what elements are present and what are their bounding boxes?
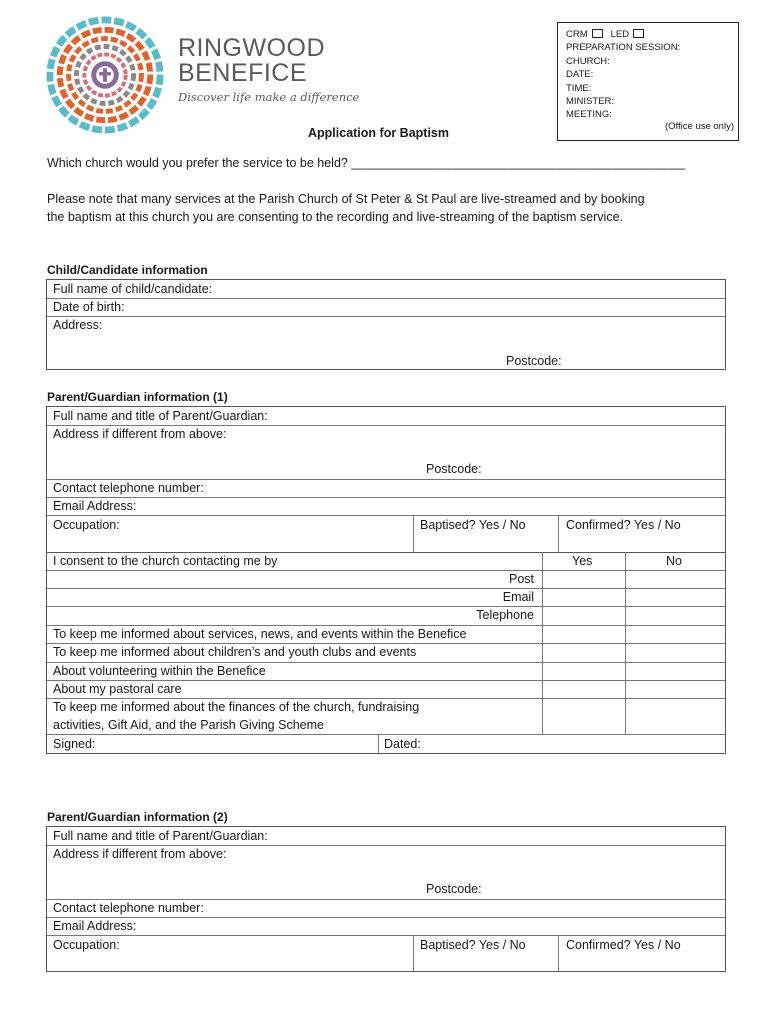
parent1-email-field[interactable]: Email Address:: [53, 499, 137, 513]
benefice-logo-icon: [46, 16, 164, 134]
brand-name: [178, 36, 325, 86]
parent2-full-name-field[interactable]: Full name and title of Parent/Guardian:: [53, 829, 268, 843]
brand-tagline: Discover life make a difference: [178, 90, 360, 104]
office-line: MEETING:: [566, 109, 612, 121]
consent-item: To keep me informed about children’s and youth clubs and events: [53, 645, 417, 659]
consent-header: I consent to the church contacting me by: [53, 554, 278, 568]
signed-field[interactable]: Signed:: [53, 737, 96, 751]
parent1-confirmed-field[interactable]: Confirmed? Yes / No: [566, 518, 681, 532]
parent2-confirmed-field[interactable]: Confirmed? Yes / No: [566, 938, 681, 952]
child-postcode-field[interactable]: Postcode:: [506, 354, 562, 368]
consent-telephone-label: Telephone: [476, 608, 534, 622]
parent1-section-heading: Parent/Guardian information (1): [47, 390, 228, 404]
consent-item: About my pastoral care: [53, 682, 182, 696]
parent1-postcode-field[interactable]: Postcode:: [426, 462, 482, 476]
consent-email-label: Email: [502, 590, 534, 604]
parent1-table: [46, 406, 726, 553]
office-use-note: (Office use only): [665, 120, 734, 132]
brand-line-1: RINGWOOD: [178, 34, 326, 62]
child-address-field[interactable]: Address:: [53, 318, 103, 332]
brand-line-2: BENEFICE: [178, 59, 308, 87]
child-table: [46, 279, 726, 370]
office-line: MINISTER:: [566, 96, 615, 108]
office-line: DATE:: [566, 69, 594, 81]
led-checkbox[interactable]: [633, 29, 644, 38]
parent2-baptised-field[interactable]: Baptised? Yes / No: [420, 938, 526, 952]
parent1-baptised-field[interactable]: Baptised? Yes / No: [420, 518, 526, 532]
parent2-table: [46, 826, 726, 972]
parent1-address-field[interactable]: Address if different from above:: [53, 427, 227, 441]
parent1-phone-field[interactable]: Contact telephone number:: [53, 481, 204, 495]
parent2-occupation-field[interactable]: Occupation:: [53, 938, 120, 952]
parent2-postcode-field[interactable]: Postcode:: [426, 882, 482, 896]
church-preference-question[interactable]: Which church would you prefer the service to be held? ________________________________________________: [47, 156, 686, 170]
office-line: TIME:: [566, 82, 592, 94]
child-section-heading: Child/Candidate information: [47, 263, 208, 277]
office-line: PREPARATION SESSION:: [566, 42, 681, 54]
consent-item: To keep me informed about services, news, and events within the Benefice: [53, 627, 467, 641]
child-full-name-field[interactable]: Full name of child/candidate:: [53, 282, 213, 296]
consent-item: To keep me informed about the finances of the church, fundraising: [53, 700, 420, 714]
child-dob-field[interactable]: Date of birth:: [53, 300, 125, 314]
dated-field[interactable]: Dated:: [384, 737, 421, 751]
livestream-notice-line: the baptism at this church you are consenting to the recording and live-streaming of the baptism service.: [47, 210, 623, 224]
parent1-occupation-field[interactable]: Occupation:: [53, 518, 120, 532]
consent-post-label: Post: [508, 572, 534, 586]
consent-no-header: No: [666, 554, 682, 568]
crm-checkbox[interactable]: [592, 29, 603, 38]
crm-label: CRM: [566, 29, 588, 40]
led-label: LED: [610, 29, 630, 40]
consent-table: [46, 552, 726, 754]
page-title: Application for Baptism: [308, 126, 449, 140]
parent2-phone-field[interactable]: Contact telephone number:: [53, 901, 204, 915]
office-line: CHURCH:: [566, 55, 610, 67]
consent-yes-header: Yes: [572, 554, 593, 568]
consent-item: activities, Gift Aid, and the Parish Giving Scheme: [53, 718, 324, 732]
consent-item: About volunteering within the Benefice: [53, 664, 266, 678]
office-use-box: [557, 22, 739, 141]
parent2-address-field[interactable]: Address if different from above:: [53, 847, 227, 861]
parent2-email-field[interactable]: Email Address:: [53, 919, 137, 933]
parent2-section-heading: Parent/Guardian information (2): [47, 810, 228, 824]
parent1-full-name-field[interactable]: Full name and title of Parent/Guardian:: [53, 409, 268, 423]
livestream-notice-line: Please note that many services at the Parish Church of St Peter & St Paul are live-streamed and by booking: [47, 192, 645, 206]
